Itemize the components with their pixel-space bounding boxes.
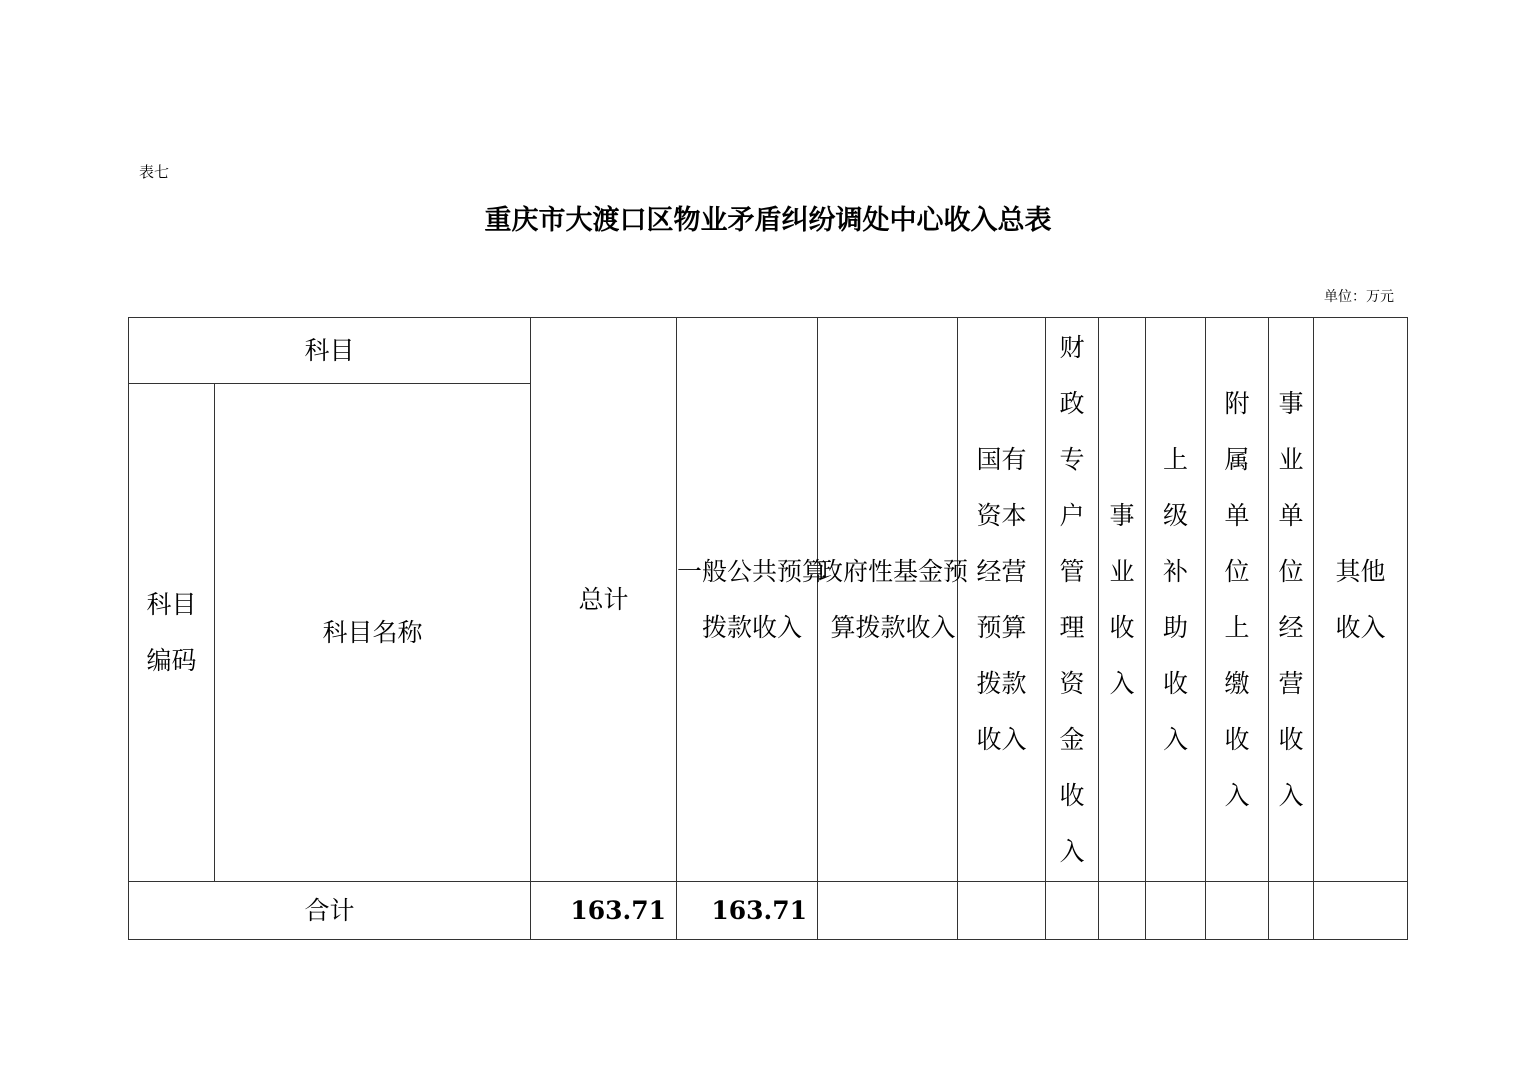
header-subject-name-label: 科目名称 [322, 617, 423, 647]
header-total [531, 318, 677, 882]
header-affiliated-income-label: 附属单位上缴收入 [1224, 388, 1250, 810]
header-row-1 [129, 318, 1408, 384]
general-budget-value: 163.71 [677, 882, 818, 940]
header-general-budget [677, 318, 828, 882]
header-fiscal-account [1046, 318, 1099, 882]
affiliated-income-value [1206, 882, 1269, 940]
header-fiscal-account-label: 财政专户管理资金收入 [1059, 332, 1085, 866]
header-total-label: 总计 [578, 584, 629, 614]
header-gov-fund-label: 政府性基金预算拨款收入 [818, 556, 969, 642]
header-upper-subsidy-label: 上级补助收入 [1163, 444, 1189, 754]
gov-fund-value [818, 882, 958, 940]
fiscal-account-value [1046, 882, 1099, 940]
unit-label: 单位：万元 [1324, 289, 1394, 305]
header-upper-subsidy [1146, 318, 1206, 882]
header-state-capital [958, 318, 1046, 882]
total-label: 合计 [129, 882, 531, 940]
other-income-value [1314, 882, 1408, 940]
upper-subsidy-value [1146, 882, 1206, 940]
header-other-income-label: 其他收入 [1335, 556, 1386, 642]
header-affiliated-income [1206, 318, 1269, 882]
total-value: 163.71 [531, 882, 677, 940]
header-gov-fund [818, 318, 969, 882]
header-state-capital-label: 国有资本经营预算拨款收入 [976, 444, 1027, 754]
header-business-income [1099, 318, 1146, 882]
page-title: 重庆市大渡口区物业矛盾纠纷调处中心收入总表 [484, 205, 1052, 236]
header-business-unit-operation [1269, 318, 1314, 882]
header-other-income [1314, 318, 1408, 882]
business-unit-operation-value [1269, 882, 1314, 940]
header-general-budget-label: 一般公共预算拨款收入 [677, 556, 828, 642]
business-income-value [1099, 882, 1146, 940]
header-subject-code-label: 科目编码 [146, 589, 197, 675]
header-subject-code [129, 384, 215, 882]
state-capital-value [958, 882, 1046, 940]
total-row [129, 882, 1408, 940]
header-business-unit-operation-label: 事业单位经营收入 [1278, 388, 1304, 810]
table-number: 表七 [139, 163, 170, 181]
header-subject: 科目 [129, 318, 531, 384]
header-business-income-label: 事业收入 [1109, 500, 1135, 698]
header-subject-name [215, 384, 531, 882]
income-summary-table [128, 317, 1408, 940]
